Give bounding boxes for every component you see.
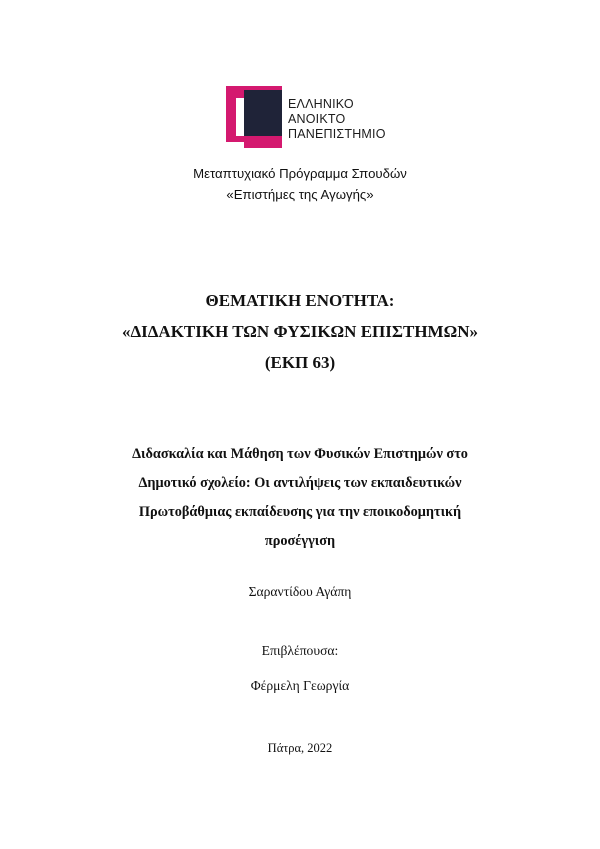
author-name: Σαραντίδου Αγάπη (248, 584, 352, 599)
place-date: Πάτρα, 2022 (267, 741, 333, 755)
unit-code: (ΕΚΠ 63) (264, 353, 336, 372)
logo-text-line3: ΠΑΝΕΠΙΣΤΗΜΙΟ (288, 127, 386, 141)
unit-name: «ΔΙΔΑΚΤΙΚΗ ΤΩΝ ΦΥΣΙΚΩΝ ΕΠΙΣΤΗΜΩΝ» (122, 322, 478, 341)
thesis-title-line4: προσέγγιση (264, 533, 336, 549)
unit-heading: ΘΕΜΑΤΙΚΗ ΕΝΟΤΗΤΑ: (205, 291, 395, 310)
thesis-title-line2: Δημοτικό σχολείο: Οι αντιλήψεις των εκπαιδευτικών (138, 475, 462, 491)
thesis-title-line3: Πρωτοβάθμιας εκπαίδευσης για την εποικοδομητική (138, 504, 462, 520)
program-field: «Επιστήμες της Αγωγής» (226, 187, 374, 202)
university-logo-icon (226, 86, 284, 148)
logo-text-line1: ΕΛΛΗΝΙΚΟ (288, 97, 354, 111)
supervisor-name: Φέρμελη Γεωργία (250, 678, 350, 693)
program-name: Μεταπτυχιακό Πρόγραμμα Σπουδών (193, 166, 407, 181)
logo-text-line2: ΑΝΟΙΚΤΟ (288, 112, 346, 126)
supervisor-label: Επιβλέπουσα: (261, 643, 339, 658)
thesis-title-line1: Διδασκαλία και Μάθηση των Φυσικών Επιστημών στο (132, 446, 468, 462)
university-logo (226, 86, 396, 150)
